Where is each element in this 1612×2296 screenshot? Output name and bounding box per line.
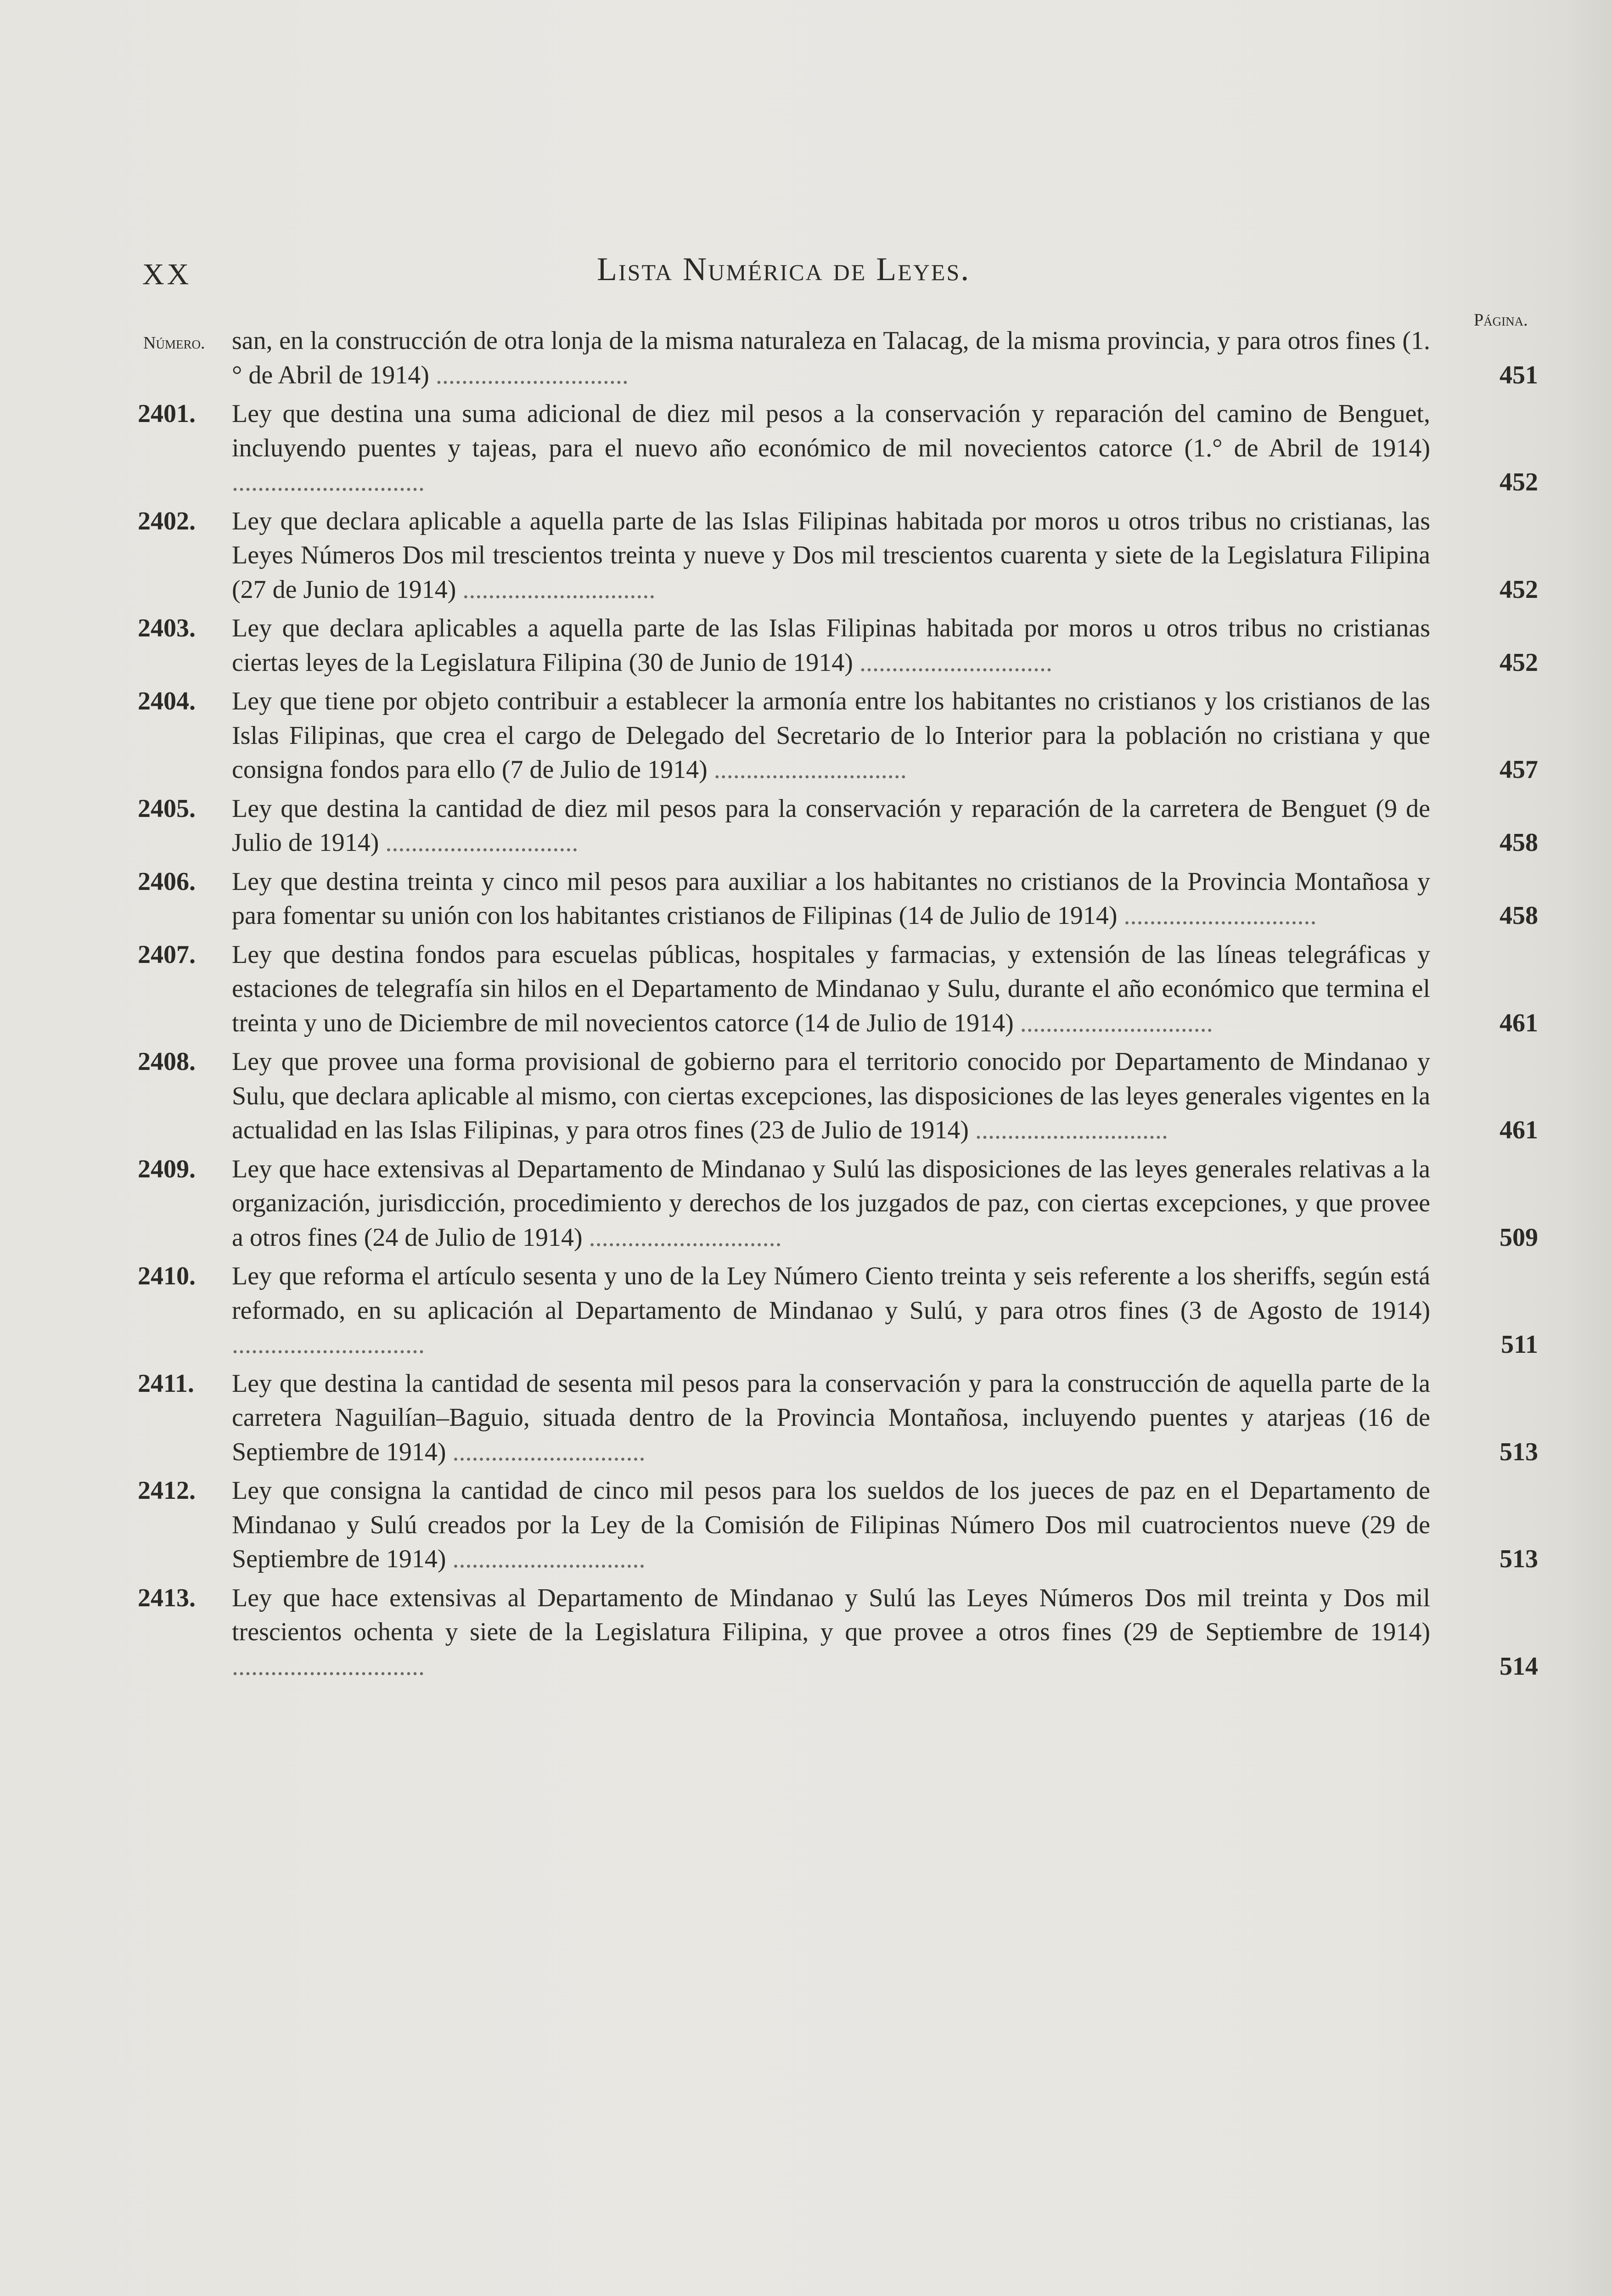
law-description-block xyxy=(232,1259,1430,1362)
law-number: 2412. xyxy=(138,1476,196,1505)
law-number: 2405. xyxy=(138,794,196,823)
law-entry xyxy=(138,684,1543,787)
law-entry xyxy=(138,1474,1543,1576)
law-number: 2411. xyxy=(138,1369,194,1398)
law-number: 2406. xyxy=(138,867,196,896)
law-description-block xyxy=(232,324,1430,392)
law-entry xyxy=(138,1581,1543,1684)
running-title: Lista Numérica de Leyes. xyxy=(597,251,971,287)
dot-leader: .............................. xyxy=(1013,1008,1213,1037)
page-reference: 461 xyxy=(1500,1116,1538,1144)
page-reference: 458 xyxy=(1500,828,1538,857)
law-entry xyxy=(138,504,1543,607)
dot-leader: .............................. xyxy=(1117,901,1317,930)
law-description-block xyxy=(232,504,1430,607)
page-reference: 451 xyxy=(1500,360,1538,389)
dot-leader: .............................. xyxy=(968,1116,1168,1144)
law-description: san, en la construcción de otra lonja de la misma naturaleza en Talacag, de la misma provincia, y para otros fines (1.° de Abril de 1914) xyxy=(232,326,1430,389)
column-header-numero: Número. xyxy=(143,333,205,353)
law-entry xyxy=(138,397,1543,500)
law-description: Ley que provee una forma provisional de gobierno para el territorio conocido por Departamento de Mindanao y Sulu, que declara aplicable al mismo, con ciertas excepciones, las disposiciones de las leyes generales vigentes en la actualidad en las Islas Filipinas, y para otros fines (23 de Julio de 1914) xyxy=(232,1047,1430,1144)
law-description-block xyxy=(232,1152,1430,1255)
page-reference: 452 xyxy=(1500,575,1538,604)
page-reference: 511 xyxy=(1501,1330,1538,1359)
dot-leader: .............................. xyxy=(707,755,907,784)
law-description-block xyxy=(232,938,1430,1041)
dot-leader: .............................. xyxy=(446,1545,646,1573)
law-entry xyxy=(138,865,1543,933)
law-number: 2404. xyxy=(138,687,196,715)
law-entry xyxy=(138,611,1543,680)
law-number: 2403. xyxy=(138,614,196,642)
dot-leader: .............................. xyxy=(232,1652,425,1681)
law-description: Ley que destina fondos para escuelas públicas, hospitales y farmacias, y extensión de las líneas telegráficas y estaciones de telegrafía sin hilos en el Departamento de Mindanao y Sulu, durante el año económico que termina el treinta y uno de Diciembre de mil novecientos catorce (14 de Julio de 1914) xyxy=(232,940,1430,1037)
law-number: 2401. xyxy=(138,400,196,428)
law-number: 2409. xyxy=(138,1154,196,1183)
law-list xyxy=(138,324,1543,1683)
dot-leader: .............................. xyxy=(379,828,579,857)
page-reference: 461 xyxy=(1500,1008,1538,1037)
page-reference: 509 xyxy=(1500,1223,1538,1252)
roman-page-number: XX xyxy=(142,258,192,291)
law-entry xyxy=(138,792,1543,860)
law-description: Ley que destina una suma adicional de diez mil pesos a la conservación y reparación del camino de Benguet, incluyendo puentes y tajeas, para el nuevo año económico de mil novecientos catorce (1.° de Abril de 1914) xyxy=(232,400,1430,462)
law-description-block xyxy=(232,1581,1430,1684)
page-reference: 513 xyxy=(1500,1437,1538,1466)
dot-leader: .............................. xyxy=(446,1437,646,1466)
dot-leader: .............................. xyxy=(853,648,1052,677)
law-description: Ley que hace extensivas al Departamento de Mindanao y Sulú las disposiciones de las leyes generales relativas a la organización, jurisdicción, procedimiento y derechos de los juzgados de paz, con ciertas excepciones, y que provee a otros fines (24 de Julio de 1914) xyxy=(232,1154,1430,1252)
law-number: 2402. xyxy=(138,506,196,535)
law-description: Ley que declara aplicables a aquella parte de las Islas Filipinas habitada por moros u otros tribus no cristianas ciertas leyes de la Legislatura Filipina (30 de Junio de 1914) xyxy=(232,614,1430,677)
law-description: Ley que declara aplicable a aquella parte de las Islas Filipinas habitada por moros u otros tribus no cristianas, las Leyes Números Dos mil trescientos treinta y nueve y Dos mil trescientos cuarenta y siete de la Legislatura Filipina (27 de Junio de 1914) xyxy=(232,506,1430,604)
law-number: 2410. xyxy=(138,1262,196,1290)
page-reference: 458 xyxy=(1500,901,1538,930)
law-description: Ley que destina treinta y cinco mil pesos para auxiliar a los habitantes no cristianos de la Provincia Montañosa y para fomentar su unión con los habitantes cristianos de Filipinas (14 de Julio de 1914) xyxy=(232,867,1430,930)
law-description: Ley que tiene por objeto contribuir a establecer la armonía entre los habitantes no cristianos y los cristianos de las Islas Filipinas, que crea el cargo de Delegado del Secretario de lo Interior para la población no cristiana y que consigna fondos para ello (7 de Julio de 1914) xyxy=(232,687,1430,784)
law-description: Ley que reforma el artículo sesenta y uno de la Ley Número Ciento treinta y seis referente a los sheriffs, según está reformado, en su aplicación al Departamento de Mindanao y Sulú, y para otros fines (3 de Agosto de 1914) xyxy=(232,1262,1430,1325)
law-description: Ley que destina la cantidad de sesenta mil pesos para la conservación y para la construcción de aquella parte de la carretera Naguilían–Baguio, situada dentro de la Provincia Montañosa, incluyendo puentes y atarjeas (16 de Septiembre de 1914) xyxy=(232,1369,1430,1466)
law-entry xyxy=(138,1259,1543,1362)
page-reference: 452 xyxy=(1500,648,1538,677)
law-number: 2408. xyxy=(138,1047,196,1076)
column-header-pagina: Página. xyxy=(1474,310,1528,330)
law-description: Ley que destina la cantidad de diez mil pesos para la conservación y reparación de la carretera de Benguet (9 de Julio de 1914) xyxy=(232,794,1430,857)
law-entry xyxy=(138,1045,1543,1148)
law-number: 2407. xyxy=(138,940,196,969)
law-number: 2413. xyxy=(138,1583,196,1612)
law-description-block xyxy=(232,684,1430,787)
law-description-block xyxy=(232,1474,1430,1576)
dot-leader: .............................. xyxy=(232,468,425,496)
page-reference: 513 xyxy=(1500,1545,1538,1573)
law-description-block xyxy=(232,1045,1430,1148)
page-reference: 514 xyxy=(1500,1652,1538,1681)
page-reference: 457 xyxy=(1500,755,1538,784)
law-description: Ley que consigna la cantidad de cinco mil pesos para los sueldos de los jueces de paz en el Departamento de Mindanao y Sulú creados por la Ley de la Comisión de Filipinas Número Dos mil cuatrocientos nueve (29 de Septiembre de 1914) xyxy=(232,1476,1430,1573)
dot-leader: .............................. xyxy=(429,360,629,389)
law-description-block xyxy=(232,792,1430,860)
law-description-block xyxy=(232,865,1430,933)
dot-leader: .............................. xyxy=(582,1223,782,1252)
dot-leader: .............................. xyxy=(232,1330,425,1359)
law-description-block xyxy=(232,1367,1430,1469)
law-description-block xyxy=(232,397,1430,500)
law-entry xyxy=(138,324,1543,392)
law-description-block xyxy=(232,611,1430,680)
law-description: Ley que hace extensivas al Departamento de Mindanao y Sulú las Leyes Números Dos mil treinta y Dos mil trescientos ochenta y siete de la Legislatura Filipina, y que provee a otros fines (29 de Septiembre de 1914) xyxy=(232,1583,1430,1646)
law-entry xyxy=(138,1152,1543,1255)
dot-leader: .............................. xyxy=(456,575,656,604)
page-reference: 452 xyxy=(1500,468,1538,496)
law-entry xyxy=(138,938,1543,1041)
law-entry xyxy=(138,1367,1543,1469)
